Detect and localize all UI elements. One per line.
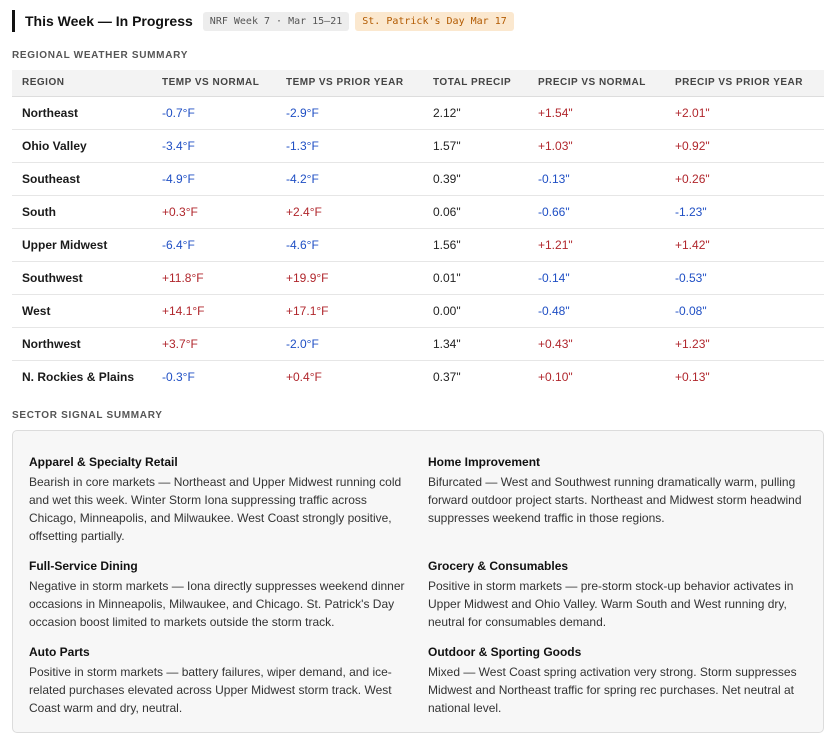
cell-temp-vs-normal: -3.4°F	[152, 129, 276, 162]
cell-temp-vs-normal: -6.4°F	[152, 228, 276, 261]
weather-section-label: REGIONAL WEATHER SUMMARY	[12, 50, 189, 61]
sector-description: Bifurcated — West and Southwest running dramatically warm, pulling forward outdoor project starts. Northeast and Midwest storm headwind suppresses weekend traffic in those regions.	[428, 475, 802, 525]
cell-total-precip: 0.00"	[423, 294, 528, 327]
sector-card-outdoor	[428, 645, 808, 717]
header-accent-bar	[12, 10, 15, 32]
sector-card-apparel	[29, 455, 409, 545]
cell-temp-vs-prior-year: -4.6°F	[276, 228, 423, 261]
cell-precip-vs-normal: +1.03"	[528, 129, 665, 162]
cell-precip-vs-normal: -0.48"	[528, 294, 665, 327]
cell-region: Ohio Valley	[12, 129, 152, 162]
cell-total-precip: 1.34"	[423, 327, 528, 360]
sector-description: Negative in storm markets — Iona directly suppresses weekend dinner occasions in Minneapolis, Milwaukee, and Chicago. St. Patrick's Day occasion boost limited to markets outside the storm track.	[29, 579, 405, 629]
cell-precip-vs-normal: -0.13"	[528, 162, 665, 195]
cell-region: West	[12, 294, 152, 327]
cell-precip-vs-prior-year: +1.42"	[665, 228, 824, 261]
sector-name: Apparel & Specialty Retail	[29, 455, 178, 469]
cell-total-precip: 0.39"	[423, 162, 528, 195]
cell-temp-vs-prior-year: -2.0°F	[276, 327, 423, 360]
sector-name: Home Improvement	[428, 455, 541, 469]
sector-card-grocery	[428, 559, 808, 631]
cell-precip-vs-prior-year: +0.13"	[675, 369, 710, 384]
cell-temp-vs-normal: +14.1°F	[152, 294, 276, 327]
column-header-temp-vs-prior-year: TEMP VS PRIOR YEAR	[276, 70, 423, 96]
table-row	[12, 360, 824, 393]
cell-region: Southwest	[12, 261, 152, 294]
cell-precip-vs-prior-year: +1.23"	[665, 327, 824, 360]
column-header-region: REGION	[12, 70, 152, 96]
table-row	[12, 261, 824, 294]
weather-table	[12, 70, 824, 393]
cell-precip-vs-normal: -0.66"	[528, 195, 665, 228]
sector-description: Bearish in core markets — Northeast and Upper Midwest running cold and wet this week. Winter Storm Iona suppressing traffic across Chicago, Minneapolis, and Milwaukee. West Coast strongly positive, offsetting partially.	[29, 475, 402, 543]
cell-total-precip: 0.37"	[433, 369, 461, 384]
cell-precip-vs-normal: +1.21"	[528, 228, 665, 261]
table-row	[12, 294, 824, 327]
sector-description: Positive in storm markets — battery failures, wiper demand, and ice-related purchases elevated across Upper Midwest storm track. West Coast warm and dry, neutral.	[29, 665, 392, 715]
cell-temp-vs-normal: -0.7°F	[152, 96, 276, 129]
table-row	[12, 96, 824, 129]
cell-total-precip: 0.01"	[423, 261, 528, 294]
cell-region: Northeast	[12, 96, 152, 129]
sector-card-dining	[29, 559, 409, 631]
column-header-total-precip: TOTAL PRECIP	[423, 70, 528, 96]
cell-temp-vs-prior-year: -4.2°F	[276, 162, 423, 195]
cell-precip-vs-prior-year: +0.26"	[665, 162, 824, 195]
sector-name: Auto Parts	[29, 645, 90, 659]
column-header-precip-vs-prior-year: PRECIP VS PRIOR YEAR	[665, 70, 824, 96]
cell-precip-vs-normal: +0.10"	[538, 369, 573, 384]
cell-total-precip: 1.56"	[423, 228, 528, 261]
sector-name: Grocery & Consumables	[428, 559, 569, 573]
sector-signal-panel	[12, 430, 824, 733]
cell-temp-vs-prior-year: +0.4°F	[286, 369, 322, 384]
cell-temp-vs-prior-year: -2.9°F	[276, 96, 423, 129]
page-title: This Week — In Progress	[25, 13, 193, 29]
cell-region: South	[12, 195, 152, 228]
cell-total-precip: 0.06"	[423, 195, 528, 228]
table-row	[12, 162, 824, 195]
sector-description: Mixed — West Coast spring activation very strong. Storm suppresses Midwest and Northeast traffic for spring rec purchases. Net neutral at national level.	[428, 665, 797, 715]
sector-card-home-improvement	[428, 455, 808, 527]
cell-temp-vs-normal: -4.9°F	[152, 162, 276, 195]
cell-total-precip: 1.57"	[423, 129, 528, 162]
cell-temp-vs-prior-year: +2.4°F	[276, 195, 423, 228]
cell-temp-vs-prior-year: +19.9°F	[276, 261, 423, 294]
cell-total-precip: 2.12"	[423, 96, 528, 129]
cell-temp-vs-normal: -0.3°F	[162, 369, 195, 384]
sector-name: Outdoor & Sporting Goods	[428, 645, 582, 659]
table-row	[12, 129, 824, 162]
cell-precip-vs-prior-year: +2.01"	[665, 96, 824, 129]
cell-precip-vs-prior-year: +0.92"	[665, 129, 824, 162]
cell-precip-vs-normal: +0.43"	[528, 327, 665, 360]
sector-name: Full-Service Dining	[29, 559, 138, 573]
table-row	[12, 228, 824, 261]
page-header	[12, 10, 520, 32]
cell-precip-vs-normal: +1.54"	[528, 96, 665, 129]
week-badge: NRF Week 7 · Mar 15–21	[203, 12, 349, 31]
sector-card-auto-parts	[29, 645, 409, 717]
table-row	[12, 195, 824, 228]
table-row	[12, 327, 824, 360]
cell-precip-vs-prior-year: -0.53"	[665, 261, 824, 294]
cell-temp-vs-prior-year: -1.3°F	[276, 129, 423, 162]
cell-region: Southeast	[12, 162, 152, 195]
cell-temp-vs-normal: +0.3°F	[152, 195, 276, 228]
column-header-precip-vs-normal: PRECIP VS NORMAL	[528, 70, 665, 96]
sector-section-label: SECTOR SIGNAL SUMMARY	[12, 410, 163, 421]
event-badge: St. Patrick's Day Mar 17	[355, 12, 514, 31]
cell-region: Upper Midwest	[12, 228, 152, 261]
sector-description: Positive in storm markets — pre-storm stock-up behavior activates in Upper Midwest and Ohio Valley. Warm South and West running dry, neutral for consumables demand.	[428, 579, 794, 629]
cell-region: N. Rockies & Plains	[22, 369, 135, 384]
cell-precip-vs-prior-year: -0.08"	[665, 294, 824, 327]
cell-precip-vs-prior-year: -1.23"	[665, 195, 824, 228]
column-header-temp-vs-normal: TEMP VS NORMAL	[152, 70, 276, 96]
cell-precip-vs-normal: -0.14"	[528, 261, 665, 294]
cell-temp-vs-normal: +11.8°F	[152, 261, 276, 294]
weather-table-header-row	[12, 70, 824, 96]
cell-temp-vs-normal: +3.7°F	[152, 327, 276, 360]
cell-region: Northwest	[12, 327, 152, 360]
cell-temp-vs-prior-year: +17.1°F	[276, 294, 423, 327]
